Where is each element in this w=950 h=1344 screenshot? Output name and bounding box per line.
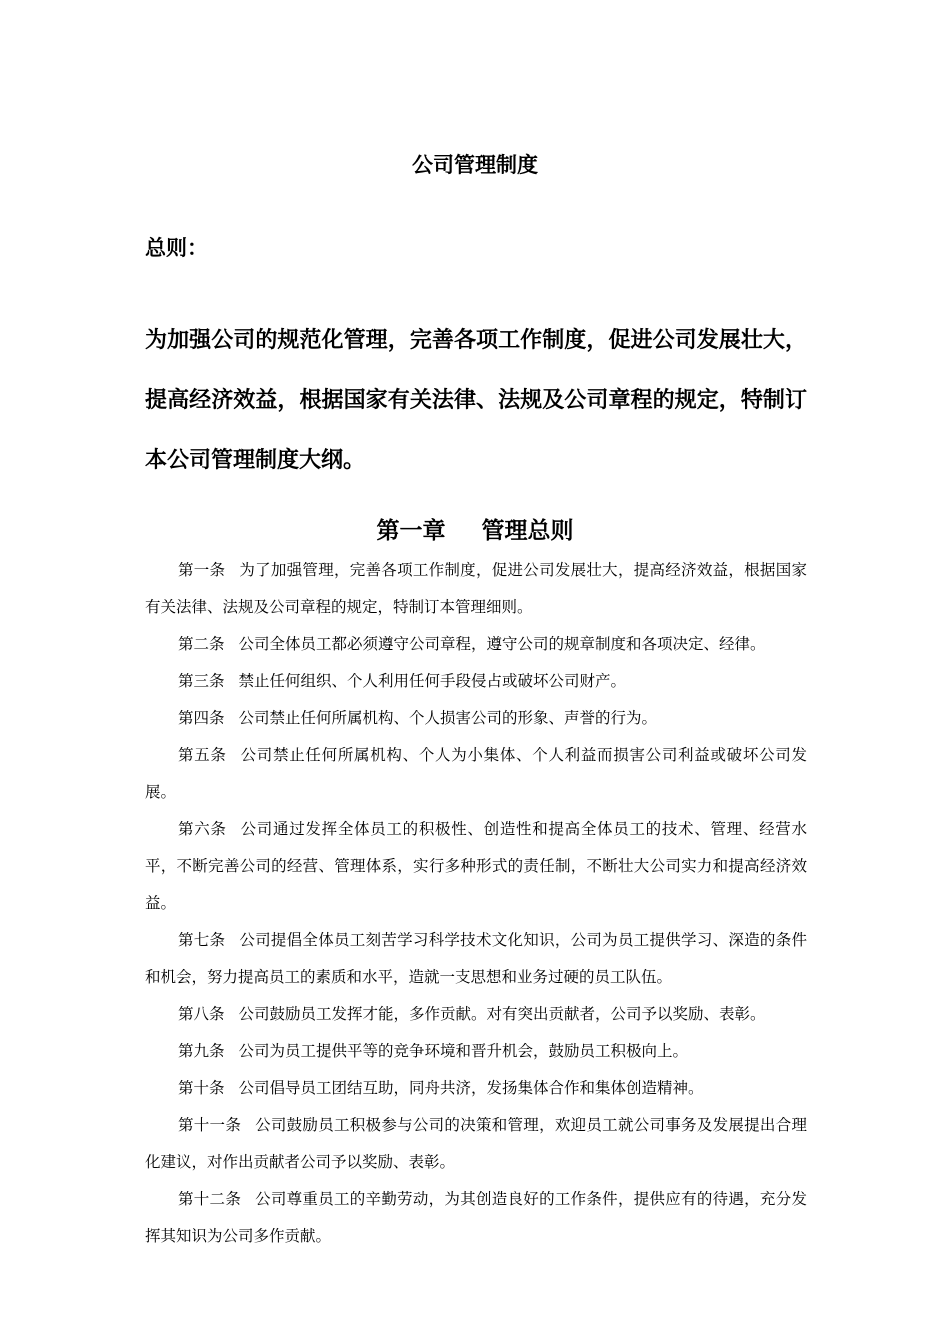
article-number: 第七条 (178, 931, 226, 949)
article-number: 第九条 (178, 1042, 225, 1060)
article-text: 公司提倡全体员工刻苦学习科学技术文化知识，公司为员工提供学习、深造的条件和机会，努力提高员工的素质和水平，造就一支思想和业务过硬的员工队伍。 (145, 931, 807, 986)
article-text: 为了加强管理，完善各项工作制度，促进公司发展壮大，提高经济效益，根据国家有关法律、法规及公司章程的规定，特制订本管理细则。 (145, 561, 807, 616)
article-number: 第二条 (178, 635, 225, 653)
article-text: 公司禁止任何所属机构、个人为小集体、个人利益而损害公司利益或破坏公司发展。 (145, 746, 807, 801)
article-text: 公司倡导员工团结互助，同舟共济，发扬集体合作和集体创造精神。 (238, 1079, 704, 1097)
article-number: 第十一条 (178, 1116, 242, 1134)
article-text: 公司鼓励员工积极参与公司的决策和管理，欢迎员工就公司事务及发展提出合理化建议，对作出贡献者公司予以奖励、表彰。 (145, 1116, 807, 1171)
article-text: 公司禁止任何所属机构、个人损害公司的形象、声誉的行为。 (238, 709, 658, 727)
article-text: 禁止任何组织、个人利用任何手段侵占或破坏公司财产。 (238, 672, 627, 690)
article-item (145, 1181, 807, 1255)
article-number: 第三条 (178, 672, 225, 690)
article-text: 公司全体员工都必须遵守公司章程，遵守公司的规章制度和各项决定、经律。 (238, 635, 766, 653)
chapter-name: 管理总则 (481, 518, 574, 544)
article-text: 公司鼓励员工发挥才能，多作贡献。对有突出贡献者，公司予以奖励、表彰。 (238, 1005, 766, 1023)
article-item (145, 922, 807, 996)
article-number: 第四条 (178, 709, 225, 727)
article-text: 公司尊重员工的辛勤劳动，为其创造良好的工作条件，提供应有的待遇，充分发挥其知识为公司多作贡献。 (145, 1190, 807, 1245)
article-number: 第五条 (178, 746, 227, 764)
article-item (145, 811, 807, 922)
article-item (145, 737, 807, 811)
general-heading: 总则： (145, 236, 208, 260)
article-item (145, 1070, 807, 1107)
chapter-title (0, 513, 950, 549)
article-item (145, 552, 807, 626)
article-number: 第一条 (178, 561, 226, 579)
article-item (145, 996, 807, 1033)
article-item (145, 1107, 807, 1181)
article-text: 公司为员工提供平等的竞争环境和晋升机会，鼓励员工积极向上。 (238, 1042, 689, 1060)
chapter-number: 第一章 (376, 518, 446, 544)
article-number: 第十二条 (178, 1190, 242, 1208)
article-list (145, 552, 807, 1255)
article-number: 第十条 (178, 1079, 225, 1097)
article-item (145, 663, 807, 700)
article-item (145, 1033, 807, 1070)
article-item (145, 700, 807, 737)
intro-paragraph: 为加强公司的规范化管理，完善各项工作制度，促进公司发展壮大，提高经济效益，根据国家有关法律、法规及公司章程的规定，特制订本公司管理制度大纲。 (145, 328, 807, 473)
document-title: 公司管理制度 (412, 153, 538, 177)
article-item (145, 626, 807, 663)
article-number: 第六条 (178, 820, 227, 838)
article-number: 第八条 (178, 1005, 225, 1023)
article-text: 公司通过发挥全体员工的积极性、创造性和提高全体员工的技术、管理、经营水平，不断完善公司的经营、管理体系，实行多种形式的责任制，不断壮大公司实力和提高经济效益。 (145, 820, 807, 912)
